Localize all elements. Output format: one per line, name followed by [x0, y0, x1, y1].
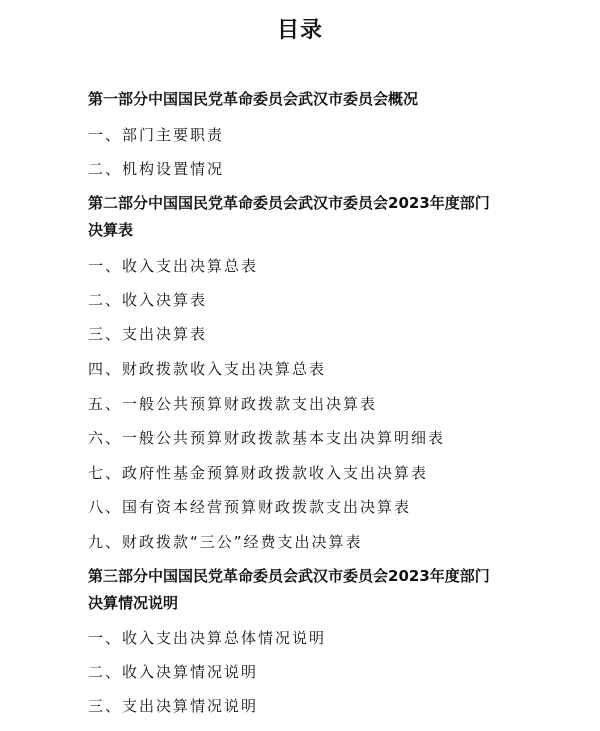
toc-item: 一、收入支出决算总表	[88, 257, 259, 275]
toc-item: 四、财政拨款收入支出决算总表	[88, 360, 327, 378]
toc-item: 七、政府性基金预算财政拨款收入支出决算表	[88, 464, 429, 482]
part2-heading-line1: 第二部分中国国民党革命委员会武汉市委员会2023年度部门	[88, 194, 490, 212]
toc-item: 九、财政拨款“三公”经费支出决算表	[88, 533, 363, 551]
toc-item: 三、支出决算表	[88, 325, 208, 343]
toc-item: 一、收入支出决算总体情况说明	[88, 629, 327, 647]
part3-heading	[88, 563, 490, 617]
part2-heading-line2: 决算表	[88, 221, 134, 239]
part3-heading-line1: 第三部分中国国民党革命委员会武汉市委员会2023年度部门	[88, 567, 490, 585]
toc-item: 六、一般公共预算财政拨款基本支出决算明细表	[88, 429, 446, 447]
page-title: 目录	[276, 18, 323, 43]
toc-item: 二、收入决算情况说明	[88, 663, 259, 681]
toc-item: 二、机构设置情况	[88, 160, 225, 178]
part1-heading	[88, 86, 418, 113]
toc-item: 八、国有资本经营预算财政拨款支出决算表	[88, 498, 412, 516]
toc-item: 三、支出决算情况说明	[88, 697, 259, 715]
part2-heading	[88, 190, 490, 244]
part3-heading-line2: 决算情况说明	[88, 594, 179, 612]
toc-item: 二、收入决算表	[88, 291, 208, 309]
toc-item: 一、部门主要职责	[88, 126, 225, 144]
part1-heading-text: 第一部分中国国民党革命委员会武汉市委员会概况	[88, 90, 419, 108]
toc-item: 五、一般公共预算财政拨款支出决算表	[88, 395, 378, 413]
